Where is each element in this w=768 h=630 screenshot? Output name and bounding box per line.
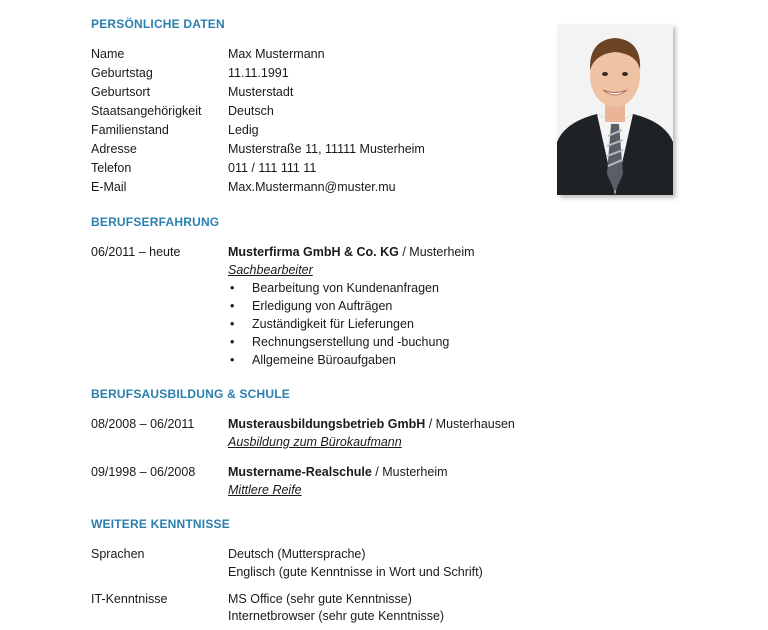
field-value: Max Mustermann [228, 47, 325, 61]
field-value: Ledig [228, 123, 259, 137]
field-label: Geburtsort [91, 85, 151, 99]
field-label: Name [91, 47, 125, 61]
institution-location: / Musterhausen [425, 417, 515, 431]
skills-value: Internetbrowser (sehr gute Kenntnisse) [228, 609, 445, 623]
section-heading-experience: BERUFSERFAHRUNG [91, 215, 220, 229]
skills-value: MS Office (sehr gute Kenntnisse) [228, 592, 412, 606]
field-value: Max.Mustermann@muster.mu [228, 180, 396, 194]
task-list [228, 279, 449, 369]
company-name: Musterfirma GmbH & Co. KG [228, 245, 399, 259]
field-label: Telefon [91, 161, 132, 175]
skills-value: Englisch (gute Kenntnisse in Wort und Schrift) [228, 565, 483, 579]
list-item: • Zuständigkeit für Lieferungen [228, 315, 449, 333]
list-item: • Bearbeitung von Kundenanfragen [228, 279, 449, 297]
field-value: Musterstraße 11, 11111 Musterheim [228, 142, 425, 156]
education-institution [228, 463, 448, 482]
skills-label: IT-Kenntnisse [91, 592, 168, 606]
institution-name: Mustername-Realschule [228, 465, 372, 479]
field-value: 11.11.1991 [228, 66, 289, 80]
field-label: Familienstand [91, 123, 169, 137]
experience-employer [228, 243, 475, 262]
education-degree: Mittlere Reife [228, 483, 302, 497]
list-item: • Rechnungserstellung und -buchung [228, 333, 449, 351]
experience-period: 06/2011 – heute [91, 245, 181, 259]
skills-value: Deutsch (Muttersprache) [228, 547, 366, 561]
company-location: / Musterheim [398, 245, 475, 259]
field-label: Adresse [91, 142, 137, 156]
profile-photo [557, 24, 673, 195]
field-label: Staatsangehörigkeit [91, 104, 202, 118]
job-title: Sachbearbeiter [228, 263, 313, 277]
institution-location: / Musterheim [371, 465, 448, 479]
section-heading-skills: WEITERE KENNTNISSE [91, 517, 230, 531]
section-heading-personal: PERSÖNLICHE DATEN [91, 17, 225, 31]
portrait-image [557, 24, 673, 195]
field-value: 011 / 111 111 11 [228, 161, 317, 175]
field-label: Geburtstag [91, 66, 153, 80]
skills-label: Sprachen [91, 547, 145, 561]
field-value: Musterstadt [228, 85, 294, 99]
field-label: E-Mail [91, 180, 127, 194]
education-period: 09/1998 – 06/2008 [91, 465, 196, 479]
education-period: 08/2008 – 06/2011 [91, 417, 195, 431]
list-item: • Erledigung von Aufträgen [228, 297, 449, 315]
institution-name: Musterausbildungsbetrieb GmbH [228, 417, 426, 431]
field-value: Deutsch [228, 104, 274, 118]
list-item: • Allgemeine Büroaufgaben [228, 351, 449, 369]
education-institution [228, 415, 515, 434]
education-degree: Ausbildung zum Bürokaufmann [228, 435, 402, 449]
section-heading-education: BERUFSAUSBILDUNG & SCHULE [91, 387, 291, 401]
